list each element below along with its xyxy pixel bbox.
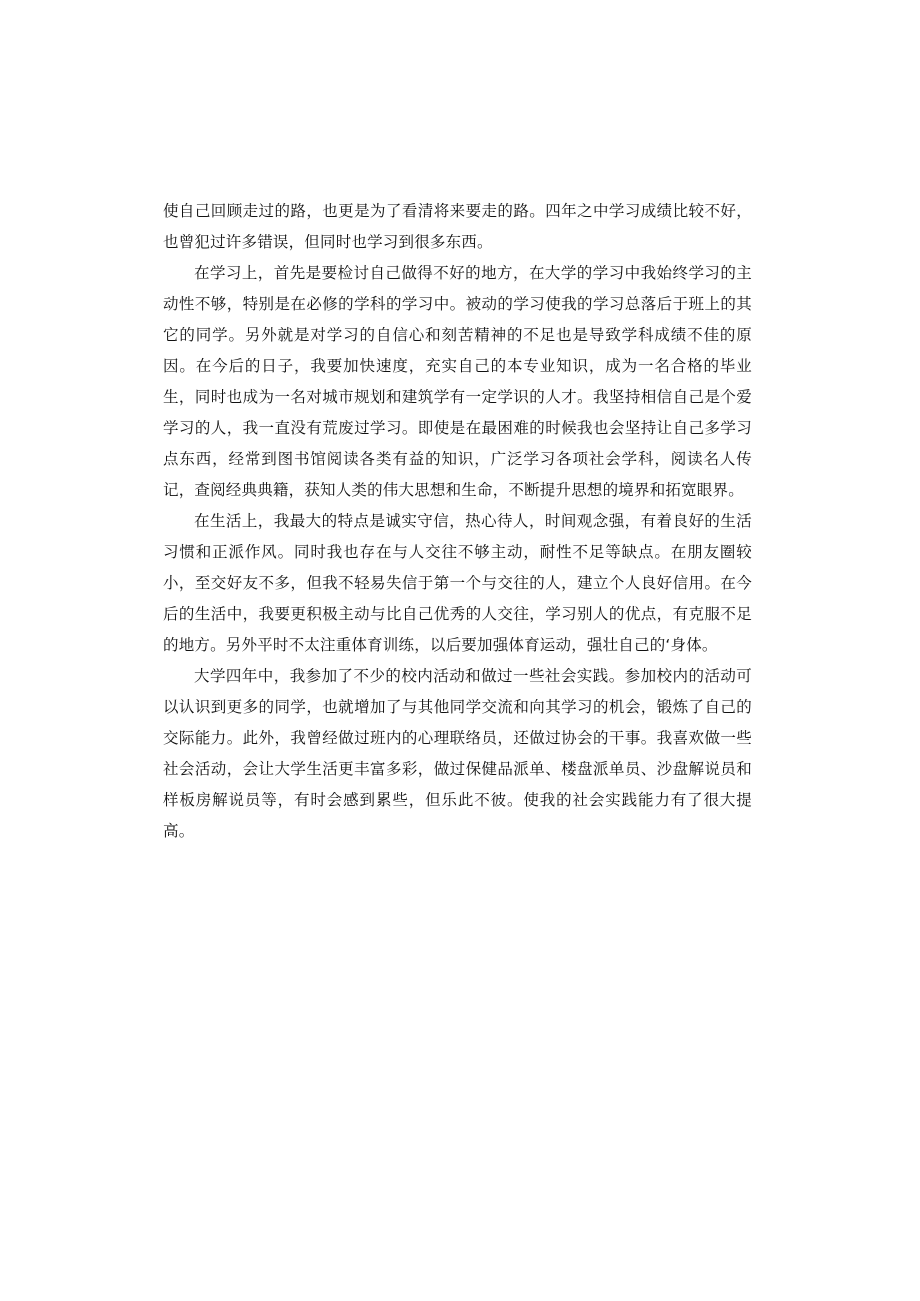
document-body	[163, 196, 752, 847]
paragraph-activities: 大学四年中，我参加了不少的校内活动和做过一些社会实践。参加校内的活动可以认识到更多的同学，也就增加了与其他同学交流和向其学习的机会，锻炼了自己的交际能力。此外，我曾经做过班内的心理联络员，还做过协会的干事。我喜欢做一些社会活动，会让大学生活更丰富多彩，做过保健品派单、楼盘派单员、沙盘解说员和样板房解说员等，有时会感到累些，但乐此不彼。使我的社会实践能力有了很大提高。	[163, 667, 752, 840]
paragraph-study: 在学习上，首先是要检讨自己做得不好的地方，在大学的学习中我始终学习的主动性不够，特别是在必修的学科的学习中。被动的学习使我的学习总落后于班上的其它的同学。另外就是对学习的自信心和刻苦精神的不足也是导致学科成绩不佳的原因。在今后的日子，我要加快速度，充实自己的本专业知识，成为一名合格的毕业生，同时也成为一名对城市规划和建筑学有一定学识的人才。我坚持相信自己是个爱学习的人，我一直没有荒废过学习。即使是在最困难的时候我也会坚持让自己多学习点东西，经常到图书馆阅读各类有益的知识，广泛学习各项社会学科，阅读名人传记，查阅经典典籍，获知人类的伟大思想和生命，不断提升思想的境界和拓宽眼界。	[163, 264, 752, 499]
paragraph-continuation: 使自己回顾走过的路，也更是为了看清将来要走的路。四年之中学习成绩比较不好，也曾犯过许多错误，但同时也学习到很多东西。	[163, 202, 752, 251]
paragraph-life: 在生活上，我最大的特点是诚实守信，热心待人，时间观念强，有着良好的生活习惯和正派作风。同时我也存在与人交往不够主动，耐性不足等缺点。在朋友圈较小，至交好友不多，但我不轻易失信于第一个与交往的人，建立个人良好信用。在今后的生活中，我要更积极主动与比自己优秀的人交往，学习别人的优点，有克服不足的地方。另外平时不太注重体育训练，以后要加强体育运动，强壮自己的‘身体。	[163, 512, 752, 654]
